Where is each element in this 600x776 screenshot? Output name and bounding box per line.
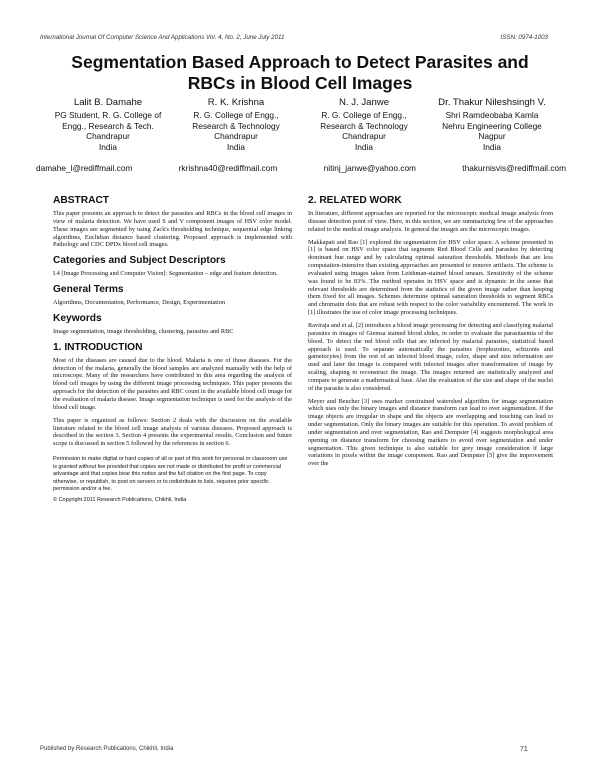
general-terms-heading: General Terms — [53, 284, 124, 296]
introduction-paragraph: Most of the diseases are caused due to the blood. Malaria is one of those diseases. For the detection of the malaria, generally the blood samples are analyzed manually with the help of microscope. Many of the researchers have contributed in this area regarding the analysis of blood cell images by using the different image processing techniques. This paper presents the approach for the detection of the parasites and RBC count in the available blood cell image for the evaluation of malaria disease. Image segmentation technique is used for the analysis of the blood cell image. — [53, 356, 292, 411]
author-country: India — [227, 141, 245, 152]
issn-header: ISSN: 0974-1003 — [500, 34, 548, 41]
related-work-paragraph: Meyer and Beucher [3] uses marker constrained watershed algorithm for image segmentation which uses only the binary images and distance transform can lead to over segmentation. If the image objects are irregular in shape and the objects are overlapping and touching can lead to under segmentation. Only the binary images are suitable for this operation. To avoid problem of under segmentation and over segmentation, Rao and Dempster [4] suggests morphological area opening on distance transform for choosing markers to avoid over segmentation and under segmentation. This given technique is also suitable for grey image consideration if large variations in pixels within the image component. Rao and Dempster [5] give the improvement over the — [308, 397, 553, 468]
author-city: Chandrapur — [342, 131, 386, 142]
introduction-heading: 1. INTRODUCTION — [53, 341, 143, 353]
author-block — [44, 97, 556, 152]
author-country: India — [99, 141, 117, 152]
author-affiliation: Research & Technology — [320, 120, 408, 131]
author-name: Lalit B. Damahe — [73, 97, 143, 108]
categories-heading: Categories and Subject Descriptors — [53, 255, 226, 267]
author-email: damahe_l@rediffmail.com — [36, 163, 133, 173]
permission-text: Permission to make digital or hard copies of all or part of this work for personal or classroom use is granted without fee provided that copies are not made or distributed for profit or commercial advantage and that copies bear this notice and the full citation on the first page. To copy otherwise, or republish, to post on servers or to redistribute to lists, requires prior specific permission and/or a fee. — [53, 456, 288, 493]
author-city: Chandrapur — [86, 131, 130, 142]
related-work-heading: 2. RELATED WORK — [308, 195, 402, 206]
copyright-text: © Copyright 2011 Research Publications, Chikhli, India — [53, 496, 187, 503]
abstract-heading: ABSTRACT — [53, 195, 110, 206]
author-affiliation: Research & Technology — [192, 120, 280, 131]
author-name: R. K. Krishna — [207, 97, 265, 108]
title-line-1: Segmentation Based Approach to Detect Parasites and — [71, 52, 529, 72]
related-work-paragraph: Makkapati and Rao [1] explored the segmentation for HSV color space. A scheme presented in [1] is based on HSV color space that segments Red Blood Cells and parasites by detecting dominant hue range and by calculating optimal saturation thresholds. Methods that are less computation-intensive than existing approaches are presented to remove artifacts. The scheme is evaluated using images taken from Leishman-stained blood smears. Sensitivity of the scheme was found to be 83%. The method operates in HSV space and is dynamic in the sense that relevant thresholds are determined from the statistics of the given image rather than keeping them fixed for all images. Schemes determine optimal saturation thresholds to segment RBCs and chromatin dots that are robust with respect to the color variability encountered. The work in [1] illustrates the use of color image processing techniques. — [308, 238, 553, 317]
journal-header: International Journal Of Computer Science And Applications Vol. 4, No. 2, June July 2011 — [40, 34, 285, 41]
page-number: 71 — [520, 746, 528, 753]
paper-title — [30, 52, 570, 94]
author-4 — [428, 97, 556, 152]
abstract-text: This paper presents an approach to detect the parasites and RBCs in the blood cell images in view of malaria detection. We have used S and V component images of HSV color model. These images are segmented by using Zack's thresholding technique, sequential edge linking algorithms, Euclidian distance based clustering. Proposed approach is implemented with Pathology and CDC DPDx blood cell images. — [53, 210, 292, 249]
categories-text: I.4 [Image Processing and Computer Vision]: Segmentation – edge and feature detection. — [53, 270, 278, 278]
left-column — [53, 180, 292, 507]
keywords-heading: Keywords — [53, 312, 102, 324]
author-name: Dr. Thakur Nileshsingh V. — [438, 97, 546, 108]
publisher-footer: Published by Research Publications, Chikhli, India — [40, 746, 174, 752]
author-affiliation: Shri Ramdeobaba Kamla — [445, 110, 539, 120]
author-affiliation: Engg., Research & Tech. — [62, 120, 154, 131]
author-email: rkrishna40@rediffmail.com — [178, 163, 278, 173]
permission-notice — [53, 456, 292, 504]
author-name: N. J. Janwe — [338, 97, 390, 108]
title-line-2: RBCs in Blood Cell Images — [187, 73, 413, 93]
author-1 — [44, 97, 172, 152]
author-3 — [300, 97, 428, 152]
author-affiliation: PG Student, R. G. College of — [54, 110, 162, 120]
right-column — [308, 180, 553, 473]
author-affiliation: Nehru Engineering College — [442, 120, 542, 131]
related-work-paragraph: Raviraja and et al. [2] introduces a blood image processing for detecting and classifying malarial parasites in images of Giemsa stained blood slides, in order to evaluate the parasitaemia of the blood. To detect the red blood cells that are infected by malarial parasites, statistical based approach is used. To separate automatically the parasites (trophozoites, schizonts and gametocytes) from the rest of an infected blood image, color, shape and size information are used and later the image is compared with infected images after transformation of image by scaling, shaping to reconstruct the image. The images returned are statistically analyzed and compare to generate a mathematical base. Also the evaluation of the size and shape of the nuclei of the parasite is also considered. — [308, 321, 553, 392]
author-emails — [36, 163, 566, 173]
author-country: India — [483, 141, 501, 152]
author-country: India — [355, 141, 373, 152]
author-city: Nagpur — [478, 131, 506, 142]
author-2 — [172, 97, 300, 152]
general-terms-text: Algorithms, Documentation, Performance, Design, Experimentation — [53, 299, 226, 307]
introduction-paragraph: This paper is organized as follows: Section 2 deals with the discussion on the available literature related to the blood cell image analysis of various diseases. Proposed approach is described in the section 3. Section 4 presents the experimental results. Conclusion and future scope is discussed in section 5 followed by the references in section 6. — [53, 416, 292, 448]
author-email: thakurnisvis@rediffmail.com — [462, 163, 566, 173]
keywords-text: Image segmentation, image thresholding, clustering, parasites and RBC — [53, 327, 234, 335]
related-work-paragraph: In literature, different approaches are reported for the microscopic medical image analysis from disease detection point of view. Here, in this section, we are summarizing few of the approaches related to the medical image analysis. In general the images are the microscopic images. — [308, 210, 553, 233]
author-affiliation: R. G. College of Engg., — [193, 110, 279, 120]
author-city: Chandrapur — [214, 131, 258, 142]
author-affiliation: R. G. College of Engg., — [321, 110, 407, 120]
author-email: nitinj_janwe@yahoo.com — [323, 163, 416, 173]
